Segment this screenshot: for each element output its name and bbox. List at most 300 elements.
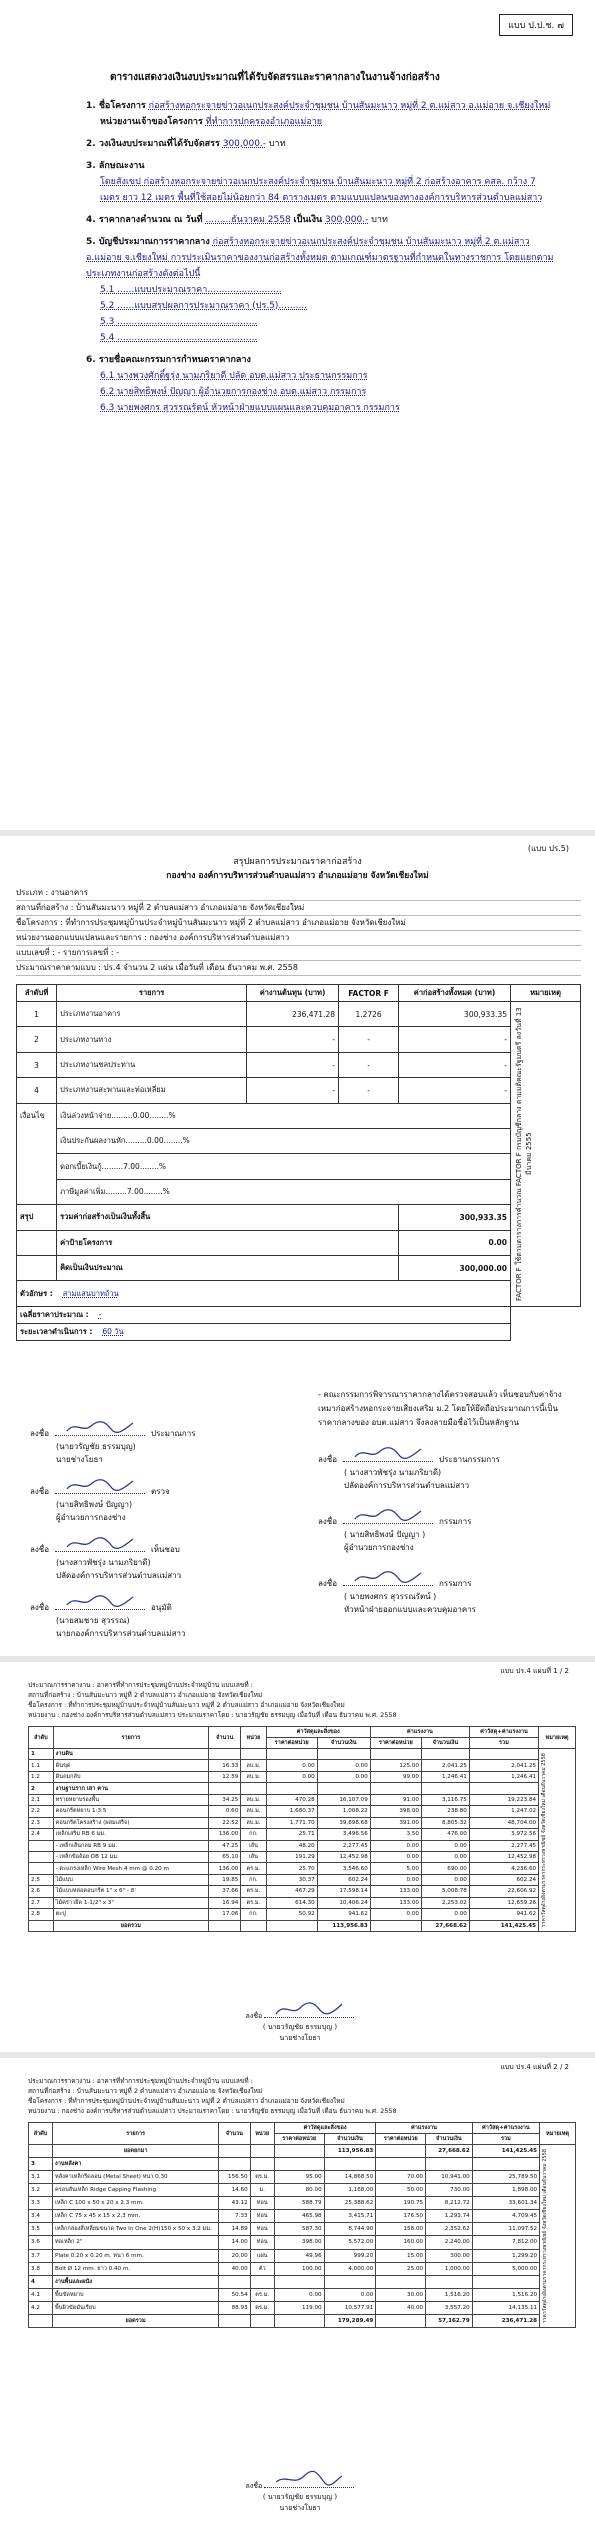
row-total: 33,601.34 xyxy=(472,2197,539,2210)
sign-prefix: ลงชื่อ xyxy=(318,1517,338,1526)
row-item: ประเภทงานอาคาร xyxy=(57,1002,247,1027)
row-unit xyxy=(241,1920,266,1931)
column-header: จำนวน xyxy=(219,2123,250,2145)
committee-note: - คณะกรรมการพิจารณาราคากลางได้ตรวจสอบแล้ว เห็นชอบกับค่าจ้างเหมาก่อสร้างหอกระจายเสียงเสริม ม.2 โดยให้ยึดถือประมาณการนี้เป็นราคากลางของ อบต.แม่สาว จึงลงลายมือชื่อไว้เป็นหลักฐาน xyxy=(318,1390,562,1427)
row-total: - xyxy=(399,1078,511,1103)
column-header: หมายเหตุ xyxy=(540,2123,576,2145)
row-number: 3.2 xyxy=(29,2184,53,2197)
row-material-price xyxy=(274,2314,324,2327)
row-material-price: 100.00 xyxy=(274,2262,324,2275)
column-header: ค่าก่อสร้างทั้งหมด (บาท) xyxy=(399,985,511,1002)
row-qty xyxy=(219,2158,250,2171)
info-row: สถานที่ก่อสร้าง : บ้านสันมะนาว หมู่ที่ 2 ตำบลแม่สาว อำเภอแม่อาย จังหวัดเชียงใหม่ xyxy=(16,901,581,916)
row-qty: 40.00 xyxy=(219,2262,250,2275)
row-labor-price: 125.00 xyxy=(370,1760,421,1771)
signature-image xyxy=(343,1448,433,1462)
row-number: 4.2 xyxy=(29,2301,53,2314)
row-unit: ลบ.ม. xyxy=(241,1794,266,1805)
column-header: รวม xyxy=(469,1738,538,1749)
row-qty: 20.00 xyxy=(219,2249,250,2262)
row-number: 3.3 xyxy=(29,2197,53,2210)
table-row xyxy=(29,2249,576,2262)
extra-cell xyxy=(17,1307,511,1324)
row-item: ไม้แบบหล่อคอนกรีต 1" x 6" - 8' xyxy=(53,1886,208,1897)
row-labor-amount: 3,116.75 xyxy=(421,1794,469,1805)
row-total: 141,425.45 xyxy=(469,1920,538,1931)
signer-name: ( นายวรัญชัย ธรรมบุญ ) xyxy=(262,2023,338,2031)
row-item: ท่อเหล็ก 2" xyxy=(52,2236,218,2249)
signer-name: (นางสาวพัชรุ่ง นามภริยาดี) xyxy=(56,1558,151,1567)
row-labor-price: 99.00 xyxy=(370,1771,421,1782)
row-item: เหล็กกล่องสี่เหลี่ยมขนาด Two In One 2(H)150 x 50 x 3.2 มม. xyxy=(52,2223,218,2236)
row-number: 3.6 xyxy=(29,2236,53,2249)
sign-role: ประธานกรรมการ xyxy=(439,1455,500,1464)
row-qty: 14.89 xyxy=(219,2223,250,2236)
row-labor-amount: 0.00 xyxy=(421,1840,469,1851)
condition-row xyxy=(17,1103,581,1128)
row-item: - เหล็กข้ออ้อย DB 12 มม. xyxy=(53,1851,208,1862)
info-row: หน่วยงาน : กองช่าง องค์การบริหารส่วนตำบลแม่สาว ประมาณราคาโดย : นายวรัญชัย ธรรมบุญ เมื่อวันที่ เดือน ธันวาคม พ.ศ. 2558 xyxy=(28,2107,397,2115)
summary-label: สรุป xyxy=(17,1205,57,1230)
row-number: 4 xyxy=(17,1078,57,1103)
row-number: 3 xyxy=(29,2158,53,2171)
column-header: ราคาต่อหน่วย xyxy=(266,1738,317,1749)
row-total: 3,972.56 xyxy=(469,1829,538,1840)
row-qty: 136.00 xyxy=(209,1863,241,1874)
signer-title: ปลัดองค์การบริหารส่วนตำบลแม่สาว xyxy=(56,1571,182,1580)
row-labor-amount: 27,668.62 xyxy=(421,1920,469,1931)
row-material-amount: 113,956.83 xyxy=(317,1920,370,1931)
row-labor-price: 158.00 xyxy=(376,2223,426,2236)
row-labor-amount: 2,240.00 xyxy=(426,2236,473,2249)
signature-block xyxy=(318,1448,578,1492)
row-material-amount: 999.20 xyxy=(324,2249,376,2262)
signature-image xyxy=(55,1538,145,1552)
work-description: โดยสังเขป ก่อสร้างหอกระจายข่าวอเนกประสงค์ประจำชุมชน บ้านสันมะนาว หมู่ที่ 2 ก่อสร้างอาคาร คสล. กว้าง 7 เมตร ยาว 12 เมตร พื้นที่ใช้สอยไม่น้อยกว่า 84 ตารางเมตร ตามแบบแปลนของทางองค์การบริหารส่วนตำบลแม่สาว xyxy=(100,177,543,203)
row-item: ประเภทงานชลประทาน xyxy=(57,1052,247,1077)
table-row xyxy=(29,2145,576,2158)
table-row xyxy=(29,2184,576,2197)
row-total xyxy=(469,1749,538,1760)
row-material-price: 48.20 xyxy=(266,1840,317,1851)
row-item: คอนกรีตโครงสร้าง (ผสมเสร็จ) xyxy=(53,1817,208,1828)
table-row xyxy=(29,2275,576,2288)
row-qty xyxy=(209,1783,241,1794)
row-total: 11,097.52 xyxy=(472,2223,539,2236)
signer-name: ( นางสาวพัชรุ่ง นามภริยาดี) xyxy=(344,1468,442,1477)
row-number: 1 xyxy=(17,1002,57,1027)
row-unit: แผ่น xyxy=(250,2249,274,2262)
row-qty: 7.33 xyxy=(219,2210,250,2223)
row-labor-price: 133.00 xyxy=(370,1886,421,1897)
info-row: ประมาณการราคางาน : อาคารที่ทำการประชุมหมู่บ้านประจำหมู่บ้าน แบบเลขที่ : xyxy=(28,2077,253,2085)
summary-row xyxy=(17,1205,581,1230)
row-material-amount: 4,000.00 xyxy=(324,2262,376,2275)
extra-label: เฉลี่ยราคาประมาณ : xyxy=(20,1310,89,1319)
amount-unit: บาท xyxy=(371,215,388,225)
row-unit: ลบ.ม. xyxy=(241,1806,266,1817)
page-3-pr4-sheet-1 xyxy=(0,1662,595,2052)
page-1-ppch7-form xyxy=(0,0,595,830)
project-info xyxy=(16,886,581,976)
signer-name: (นายสิทธิพงษ์ ปัญญา) xyxy=(56,1500,133,1509)
sign-prefix: ลงชื่อ xyxy=(318,1455,338,1464)
row-item: Plate 0.20 x 0.20 m. หนา 6 mm. xyxy=(52,2249,218,2262)
project-info xyxy=(28,1680,568,1720)
row-labor-price: 3.50 xyxy=(370,1829,421,1840)
row-labor-price: 398.00 xyxy=(370,1806,421,1817)
row-total xyxy=(472,2275,539,2288)
row-material-price: 119.00 xyxy=(274,2301,324,2314)
price-list-text: ก่อสร้างหอกระจายข่าวอเนกประสงค์ประจำชุมชน บ้านสันมะนาว หมู่ที่ 2 ต.แม่สาว อ.แม่อาย จ.เชียงใหม่ การประเมินราคาของงานก่อสร้างทั้งหมด ตามเกณฑ์มาตรฐานที่กำหนดในทางราชการ โดยแยกตามประเภทงานก่อสร้างดังต่อไปนี้ xyxy=(86,237,554,279)
row-cost: 236,471.28 xyxy=(247,1002,339,1027)
row-unit: ตร.ม. xyxy=(250,2301,274,2314)
row-number: 2.4 xyxy=(29,1829,54,1840)
row-material-price: 0.00 xyxy=(274,2288,324,2301)
conditions-label: เงื่อนไข xyxy=(17,1103,57,1128)
row-unit xyxy=(241,1749,266,1760)
column-header: ลำดับที่ xyxy=(17,985,57,1002)
row-material-price xyxy=(274,2145,324,2158)
row-number: 2.1 xyxy=(29,1794,54,1805)
column-header: จำนวน xyxy=(209,1727,241,1749)
signature-image xyxy=(343,1572,433,1586)
condition-item: ดอกเบี้ยเงินกู้.........7.00........% xyxy=(57,1154,511,1179)
row-material-amount: 0.00 xyxy=(324,2288,376,2301)
row-labor-amount: 57,162.79 xyxy=(426,2314,473,2327)
row-item: คอนกรีตหยาบ 1:3:5 xyxy=(53,1806,208,1817)
section-label: 3. ลักษณะงาน xyxy=(86,161,145,171)
row-unit: ท่อน xyxy=(250,2223,274,2236)
summary-spacer xyxy=(17,1230,57,1255)
row-number: 3.4 xyxy=(29,2210,53,2223)
row-labor-amount: 238.80 xyxy=(421,1806,469,1817)
owner-label: หน่วยงานเจ้าของโครงการ xyxy=(100,117,203,127)
row-item: งานพื้นและผนัง xyxy=(52,2275,218,2288)
summary-row xyxy=(17,1256,581,1281)
row-material-amount xyxy=(324,2158,376,2171)
table-header-row xyxy=(29,2123,576,2134)
price-list-item: 5.3 ................................................. xyxy=(100,317,258,327)
row-labor-price: 15.00 xyxy=(376,2249,426,2262)
row-qty: 17.06 xyxy=(209,1909,241,1920)
summary-table xyxy=(16,984,581,1341)
row-labor-price: 391.00 xyxy=(370,1817,421,1828)
extra-value: 60 วัน xyxy=(102,1327,124,1336)
table-row xyxy=(29,1840,576,1851)
remark-vertical-text: ราคาวัสดุอ้างอิงตามราคากระทรวงพาณิชย์ จังหวัดเชียงใหม่ เดือนธันวาคม 2558 xyxy=(541,1753,548,1927)
info-row: หน่วยงานออกแบบแปลนและรายการ : กองช่าง องค์การบริหารส่วนตำบลแม่สาว xyxy=(16,931,581,946)
signature-line xyxy=(30,1596,280,1614)
table-row xyxy=(29,2223,576,2236)
section-label: 1. ชื่อโครงการ xyxy=(86,101,146,111)
row-labor-price xyxy=(376,2275,426,2288)
row-labor-amount: 27,668.62 xyxy=(426,2145,473,2158)
row-material-price: 50.92 xyxy=(266,1909,317,1920)
table-row xyxy=(29,2171,576,2184)
row-material-amount: 0.00 xyxy=(317,1771,370,1782)
row-item: ประเภทงานสะพานและท่อเหลี่ยม xyxy=(57,1078,247,1103)
group-header: ค่าวัสดุและสิ่งของ xyxy=(274,2123,375,2134)
row-qty: 0.60 xyxy=(209,1806,241,1817)
info-row: ประมาณราคาตามแบบ : ปร.4 จำนวน 2 แผ่น เมื่อวันที่ เดือน ธันวาคม พ.ศ. 2558 xyxy=(16,961,581,976)
row-qty: 16.94 xyxy=(209,1897,241,1908)
column-header: รายการ xyxy=(53,1727,208,1749)
row-item: ไม้คร่าวยึด 1-1/2" x 3" xyxy=(53,1897,208,1908)
column-header: จำนวนเงิน xyxy=(421,1738,469,1749)
column-header: รายการ xyxy=(57,985,247,1002)
remark-cell xyxy=(540,2145,576,2328)
row-unit: ตร.ม. xyxy=(250,2288,274,2301)
conditions-spacer xyxy=(17,1179,57,1204)
table-row xyxy=(29,2314,576,2327)
row-labor-amount xyxy=(426,2158,473,2171)
price-list-item: 5.4 ................................................. xyxy=(100,333,258,343)
row-unit: ท่อน xyxy=(250,2236,274,2249)
sign-role: กรรมการ xyxy=(439,1579,472,1588)
row-material-amount: 179,289.49 xyxy=(324,2314,376,2327)
row-unit: เส้น xyxy=(241,1851,266,1862)
sign-role: อนุมัติ xyxy=(151,1603,172,1612)
row-labor-amount: 10,941.00 xyxy=(426,2171,473,2184)
condition-row xyxy=(17,1129,581,1154)
row-item: หลังคาเหล็กรีดลอน (Metal Sheet) หนา 0.30 xyxy=(52,2171,218,2184)
row-cost: - xyxy=(247,1027,339,1052)
row-total: 4,236.60 xyxy=(469,1863,538,1874)
row-labor-amount: 8,805.32 xyxy=(421,1817,469,1828)
info-row: ประเภท : งานอาคาร xyxy=(16,886,581,901)
row-labor-price: 25.00 xyxy=(376,2262,426,2275)
row-labor-amount: 0.00 xyxy=(421,1851,469,1862)
column-header: หมายเหตุ xyxy=(539,1727,576,1749)
row-labor-price xyxy=(376,2145,426,2158)
row-material-price: 588.79 xyxy=(274,2197,324,2210)
column-header: ค่างานต้นทุน (บาท) xyxy=(247,985,339,1002)
signature-image xyxy=(55,1422,145,1436)
column-header: หน่วย xyxy=(241,1727,266,1749)
row-unit: ตัว xyxy=(250,2262,274,2275)
row-item: ตะปู xyxy=(53,1909,208,1920)
committee-member: 6.1 นางพวงศักดิ์ฐรุ่ง นามภริยาดี ปลัด อบต.แม่สาว ประธานกรรมการ xyxy=(100,371,368,381)
table-row xyxy=(29,2262,576,2275)
budget-value: 300,000.- xyxy=(222,139,267,149)
row-total: 48,704.00 xyxy=(469,1817,538,1828)
form-code: (แบบ ปร.5) xyxy=(527,844,569,853)
info-row: ประมาณการราคางาน : อาคารที่ทำการประชุมหมู่บ้านประจำหมู่บ้าน แบบเลขที่ : xyxy=(28,1681,253,1689)
remark-vertical-text: ราคาวัสดุอ้างอิงตามราคากระทรวงพาณิชย์ จังหวัดเชียงใหม่ เดือนธันวาคม 2558 xyxy=(542,2149,549,2323)
row-material-amount: 1,168.00 xyxy=(324,2184,376,2197)
row-material-amount: 10,406.24 xyxy=(317,1897,370,1908)
row-total: 602.24 xyxy=(469,1874,538,1885)
sign-prefix: ลงชื่อ xyxy=(30,1429,50,1438)
row-qty xyxy=(219,2275,250,2288)
row-number: 3.8 xyxy=(29,2262,53,2275)
sign-prefix: ลงชื่อ xyxy=(245,2482,263,2490)
row-qty xyxy=(209,1749,241,1760)
condition-item: เงินล่วงหน้าจ่าย.........0.00........% xyxy=(57,1103,511,1128)
row-labor-amount xyxy=(421,1783,469,1794)
row-number: 2.8 xyxy=(29,1909,54,1920)
row-unit: ลบ.ม. xyxy=(241,1760,266,1771)
row-material-price xyxy=(274,2158,324,2171)
row-material-price: 30.37 xyxy=(266,1874,317,1885)
row-material-price: 398.00 xyxy=(274,2236,324,2249)
section-label: 5. บัญชีประมาณการราคากลาง xyxy=(86,237,210,247)
row-material-amount: 2,277.45 xyxy=(317,1840,370,1851)
table-row xyxy=(29,1760,576,1771)
table-row xyxy=(17,1027,581,1052)
extra-value: สามแสนบาทถ้วน xyxy=(62,1288,119,1298)
signature-line xyxy=(318,1572,578,1590)
row-total: 2,041.25 xyxy=(469,1760,538,1771)
table-row xyxy=(29,1806,576,1817)
row-material-price: 1,771.70 xyxy=(266,1817,317,1828)
row-number xyxy=(29,1840,54,1851)
page-subtitle: กองช่าง องค์การบริหารส่วนตำบลแม่สาว อำเภอแม่อาย จังหวัดเชียงใหม่ xyxy=(166,871,429,881)
row-material-price: 1,680.37 xyxy=(266,1806,317,1817)
row-labor-amount: 1,516.20 xyxy=(426,2288,473,2301)
group-header: ค่าวัสดุ+ค่าแรงงาน xyxy=(472,2123,539,2134)
row-number: 2 xyxy=(17,1027,57,1052)
row-material-amount xyxy=(317,1783,370,1794)
table-row xyxy=(29,1886,576,1897)
row-number: 2.7 xyxy=(29,1897,54,1908)
row-factor: 1.2726 xyxy=(339,1002,399,1027)
row-item: ยอดรวม xyxy=(53,1920,208,1931)
page-title: ตารางแสดงวงเงินงบประมาณที่ได้รับจัดสรรและราคากลางในงานจ้างก่อสร้าง xyxy=(110,72,440,83)
row-labor-price: 40.00 xyxy=(376,2301,426,2314)
extra-row xyxy=(17,1324,581,1341)
row-labor-price xyxy=(370,1783,421,1794)
row-labor-amount: 8,212.72 xyxy=(426,2197,473,2210)
row-labor-price: 160.00 xyxy=(376,2236,426,2249)
row-unit: ตร.ม. xyxy=(250,2171,274,2184)
row-qty: 43.12 xyxy=(219,2197,250,2210)
extra-row xyxy=(17,1281,581,1307)
row-unit: ท่อน xyxy=(250,2210,274,2223)
section-4 xyxy=(86,212,556,228)
signer-title: นายช่างโยธา xyxy=(279,2504,321,2512)
column-header: จำนวนเงิน xyxy=(426,2134,473,2145)
row-factor: - xyxy=(339,1027,399,1052)
row-material-price: 614.30 xyxy=(266,1897,317,1908)
row-unit xyxy=(250,2145,274,2158)
summary-row xyxy=(17,1230,581,1255)
section-5 xyxy=(86,234,556,346)
table-row xyxy=(29,2158,576,2171)
row-item: เหล็กเสริม RB 6 มม. xyxy=(53,1829,208,1840)
row-unit: ตร.ม. xyxy=(241,1863,266,1874)
signer-name: ( นายพงศกร สุวรรณรัตน์ ) xyxy=(344,1592,437,1601)
estimator-signature xyxy=(210,2004,390,2044)
extra-value: - xyxy=(98,1310,102,1319)
row-number xyxy=(29,1851,54,1862)
row-qty: 37.66 xyxy=(209,1886,241,1897)
info-row: สถานที่ก่อสร้าง : บ้านสันมะนาว หมู่ที่ 2 ตำบลแม่สาว อำเภอแม่อาย จังหวัดเชียงใหม่ xyxy=(28,2087,263,2095)
table-row xyxy=(29,1817,576,1828)
row-qty: 19.85 xyxy=(209,1874,241,1885)
row-item: ประเภทงานทาง xyxy=(57,1027,247,1052)
row-labor-price: 70.00 xyxy=(376,2171,426,2184)
remark-vertical-text: FACTOR F ใช้ตามตารางการคำนวณ FACTOR F กรมบัญชีกลาง ตามมติคณะรัฐมนตรี ลงวันที่ 13 มีนาคม 2555 xyxy=(515,1007,533,1301)
project-info xyxy=(28,2076,568,2116)
signature-block xyxy=(30,1480,280,1524)
row-labor-amount xyxy=(426,2275,473,2288)
info-row: แบบเลขที่ : - รายการเลขที่ : - xyxy=(16,946,581,961)
row-item: งานหลังคา xyxy=(52,2158,218,2171)
row-total: 1,516.20 xyxy=(472,2288,539,2301)
row-qty: 50.54 xyxy=(219,2288,250,2301)
row-labor-amount: 0.00 xyxy=(421,1909,469,1920)
row-total: 19,223.84 xyxy=(469,1794,538,1805)
row-material-price xyxy=(274,2275,324,2288)
summary-value: 300,933.35 xyxy=(399,1205,511,1230)
table-header-row xyxy=(29,1727,576,1738)
table-row xyxy=(29,1829,576,1840)
signature-line xyxy=(30,1480,280,1498)
signature-block xyxy=(30,1422,280,1466)
row-number: 1 xyxy=(29,1749,54,1760)
signature-image xyxy=(55,1480,145,1494)
row-material-price: 0.00 xyxy=(266,1760,317,1771)
table-row xyxy=(29,1909,576,1920)
sign-role: ตรวจ xyxy=(151,1487,170,1496)
row-cost: - xyxy=(247,1052,339,1077)
row-number xyxy=(29,2145,53,2158)
row-qty: 16.33 xyxy=(209,1760,241,1771)
row-number xyxy=(29,1863,54,1874)
signer-name: (นายวรัญชัย ธรรมบุญ) xyxy=(56,1442,136,1451)
row-labor-price: 176.50 xyxy=(376,2210,426,2223)
column-header: รายการ xyxy=(52,2123,218,2145)
row-labor-amount: 1,000.00 xyxy=(426,2262,473,2275)
row-qty: 14.60 xyxy=(219,2184,250,2197)
row-material-price: 465.98 xyxy=(274,2210,324,2223)
column-header: จำนวนเงิน xyxy=(317,1738,370,1749)
table-row xyxy=(29,1920,576,1931)
table-row xyxy=(29,2197,576,2210)
row-number xyxy=(29,2314,53,2327)
row-number: 3.7 xyxy=(29,2249,53,2262)
conditions-spacer xyxy=(17,1129,57,1154)
row-qty: 136.00 xyxy=(209,1829,241,1840)
condition-row xyxy=(17,1154,581,1179)
row-item: Bolt Ø 12 mm. ยาว 0.40 m. xyxy=(52,2262,218,2275)
row-material-price: 587.30 xyxy=(274,2223,324,2236)
row-number: 3 xyxy=(17,1052,57,1077)
column-header: รวม xyxy=(472,2134,539,2145)
column-header: ราคาต่อหน่วย xyxy=(274,2134,324,2145)
row-total: 300,933.35 xyxy=(399,1002,511,1027)
row-labor-amount xyxy=(421,1749,469,1760)
row-item: ยอดยกมา xyxy=(52,2145,218,2158)
section-3 xyxy=(86,158,556,206)
row-item: - ตะแกรงเหล็ก Wire Mesh 4 mm @ 0.20 m xyxy=(53,1863,208,1874)
row-material-price xyxy=(266,1783,317,1794)
section-label: 2. วงเงินงบประมาณที่ได้รับจัดสรร xyxy=(86,139,220,149)
summary-item: รวมค่าก่อสร้างเป็นเงินทั้งสิ้น xyxy=(57,1205,399,1230)
row-labor-price: 0.00 xyxy=(370,1851,421,1862)
row-qty xyxy=(209,1920,241,1931)
summary-value: 0.00 xyxy=(399,1230,511,1255)
table-header-row xyxy=(17,985,581,1002)
row-material-price: 80.00 xyxy=(274,2184,324,2197)
table-row xyxy=(17,1052,581,1077)
signer-title: ปลัดองค์การบริหารส่วนตำบลแม่สาว xyxy=(344,1481,470,1490)
row-material-price xyxy=(266,1920,317,1931)
section-2 xyxy=(86,136,556,152)
signer-title: หัวหน้าฝ่ายออกแบบและควบคุมอาคาร xyxy=(344,1605,476,1614)
